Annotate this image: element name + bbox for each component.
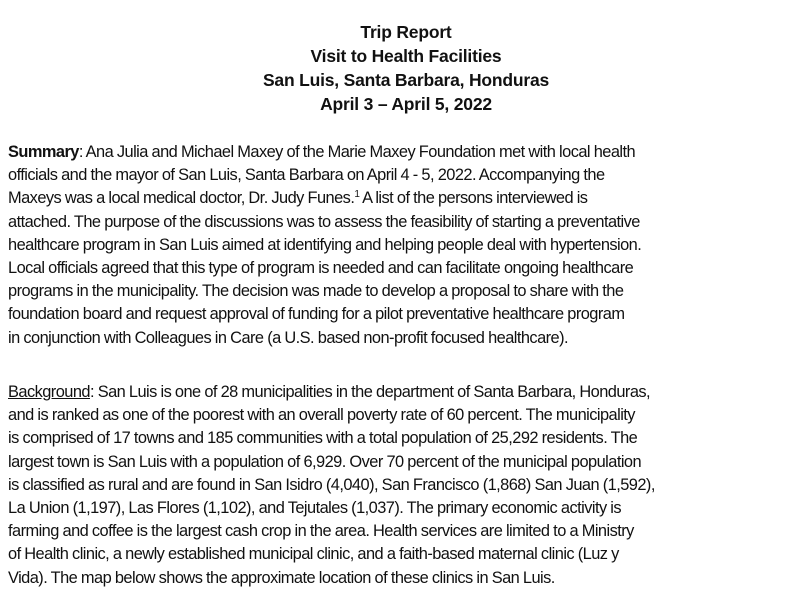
background-heading: Background [8, 383, 90, 401]
summary-line: Local officials agreed that this type of program is needed and can facilitate ongoing healthcare [8, 259, 634, 278]
summary-heading: Summary [8, 143, 79, 161]
summary-line: attached. The purpose of the discussions was to assess the feasibility of starting a preventative [8, 212, 640, 231]
report-title [0, 20, 812, 116]
title-line-4: April 3 – April 5, 2022 [320, 94, 492, 114]
summary-text: A list of the persons interviewed is [359, 189, 588, 208]
background-line: of Health clinic, a newly established municipal clinic, and a faith-based maternal clinic (Luz y [8, 545, 619, 564]
background-text: : San Luis is one of 28 municipalities in the department of Santa Barbara, Honduras, [89, 383, 651, 401]
background-line: and is ranked as one of the poorest with an overall poverty rate of 60 percent. The municipality [8, 406, 635, 425]
background-line: La Union (1,197), Las Flores (1,102), and Tejutales (1,037). The primary economic activity is [8, 499, 622, 518]
summary-line [8, 141, 808, 164]
footnote-marker[interactable]: 1 [354, 189, 360, 201]
summary-line [8, 187, 808, 210]
background-line: is classified as rural and are found in San Isidro (4,040), San Francisco (1,868) San Juan (1,592), [8, 475, 655, 494]
summary-text: Maxeys was a local medical doctor, Dr. Judy Funes. [8, 189, 355, 208]
title-line-3: San Luis, Santa Barbara, Honduras [262, 70, 550, 90]
background-line: is comprised of 17 towns and 185 communities with a total population of 25,292 residents. The [8, 429, 638, 448]
summary-line: in conjunction with Colleagues in Care (a U.S. based non-profit focused healthcare). [8, 328, 569, 347]
background-line [8, 381, 808, 404]
summary-line: officials and the mayor of San Luis, Santa Barbara on April 4 - 5, 2022. Accompanying the [8, 166, 605, 185]
background-paragraph [8, 381, 808, 590]
summary-line: programs in the municipality. The decision was made to develop a proposal to share with the [8, 282, 624, 301]
summary-paragraph [8, 141, 808, 350]
summary-line: foundation board and request approval of funding for a pilot preventative healthcare program [8, 305, 625, 324]
title-line-1: Trip Report [360, 22, 452, 42]
background-line: largest town is San Luis with a population of 6,929. Over 70 percent of the municipal population [8, 452, 642, 471]
summary-text: : Ana Julia and Michael Maxey of the Marie Maxey Foundation met with local health [78, 143, 636, 161]
title-line-2: Visit to Health Facilities [310, 46, 502, 66]
summary-line: healthcare program in San Luis aimed at identifying and helping people deal with hypertension. [8, 235, 642, 254]
background-line: farming and coffee is the largest cash crop in the area. Health services are limited to a Ministry [8, 522, 634, 541]
background-line: Vida). The map below shows the approximate location of these clinics in San Luis. [8, 568, 555, 587]
